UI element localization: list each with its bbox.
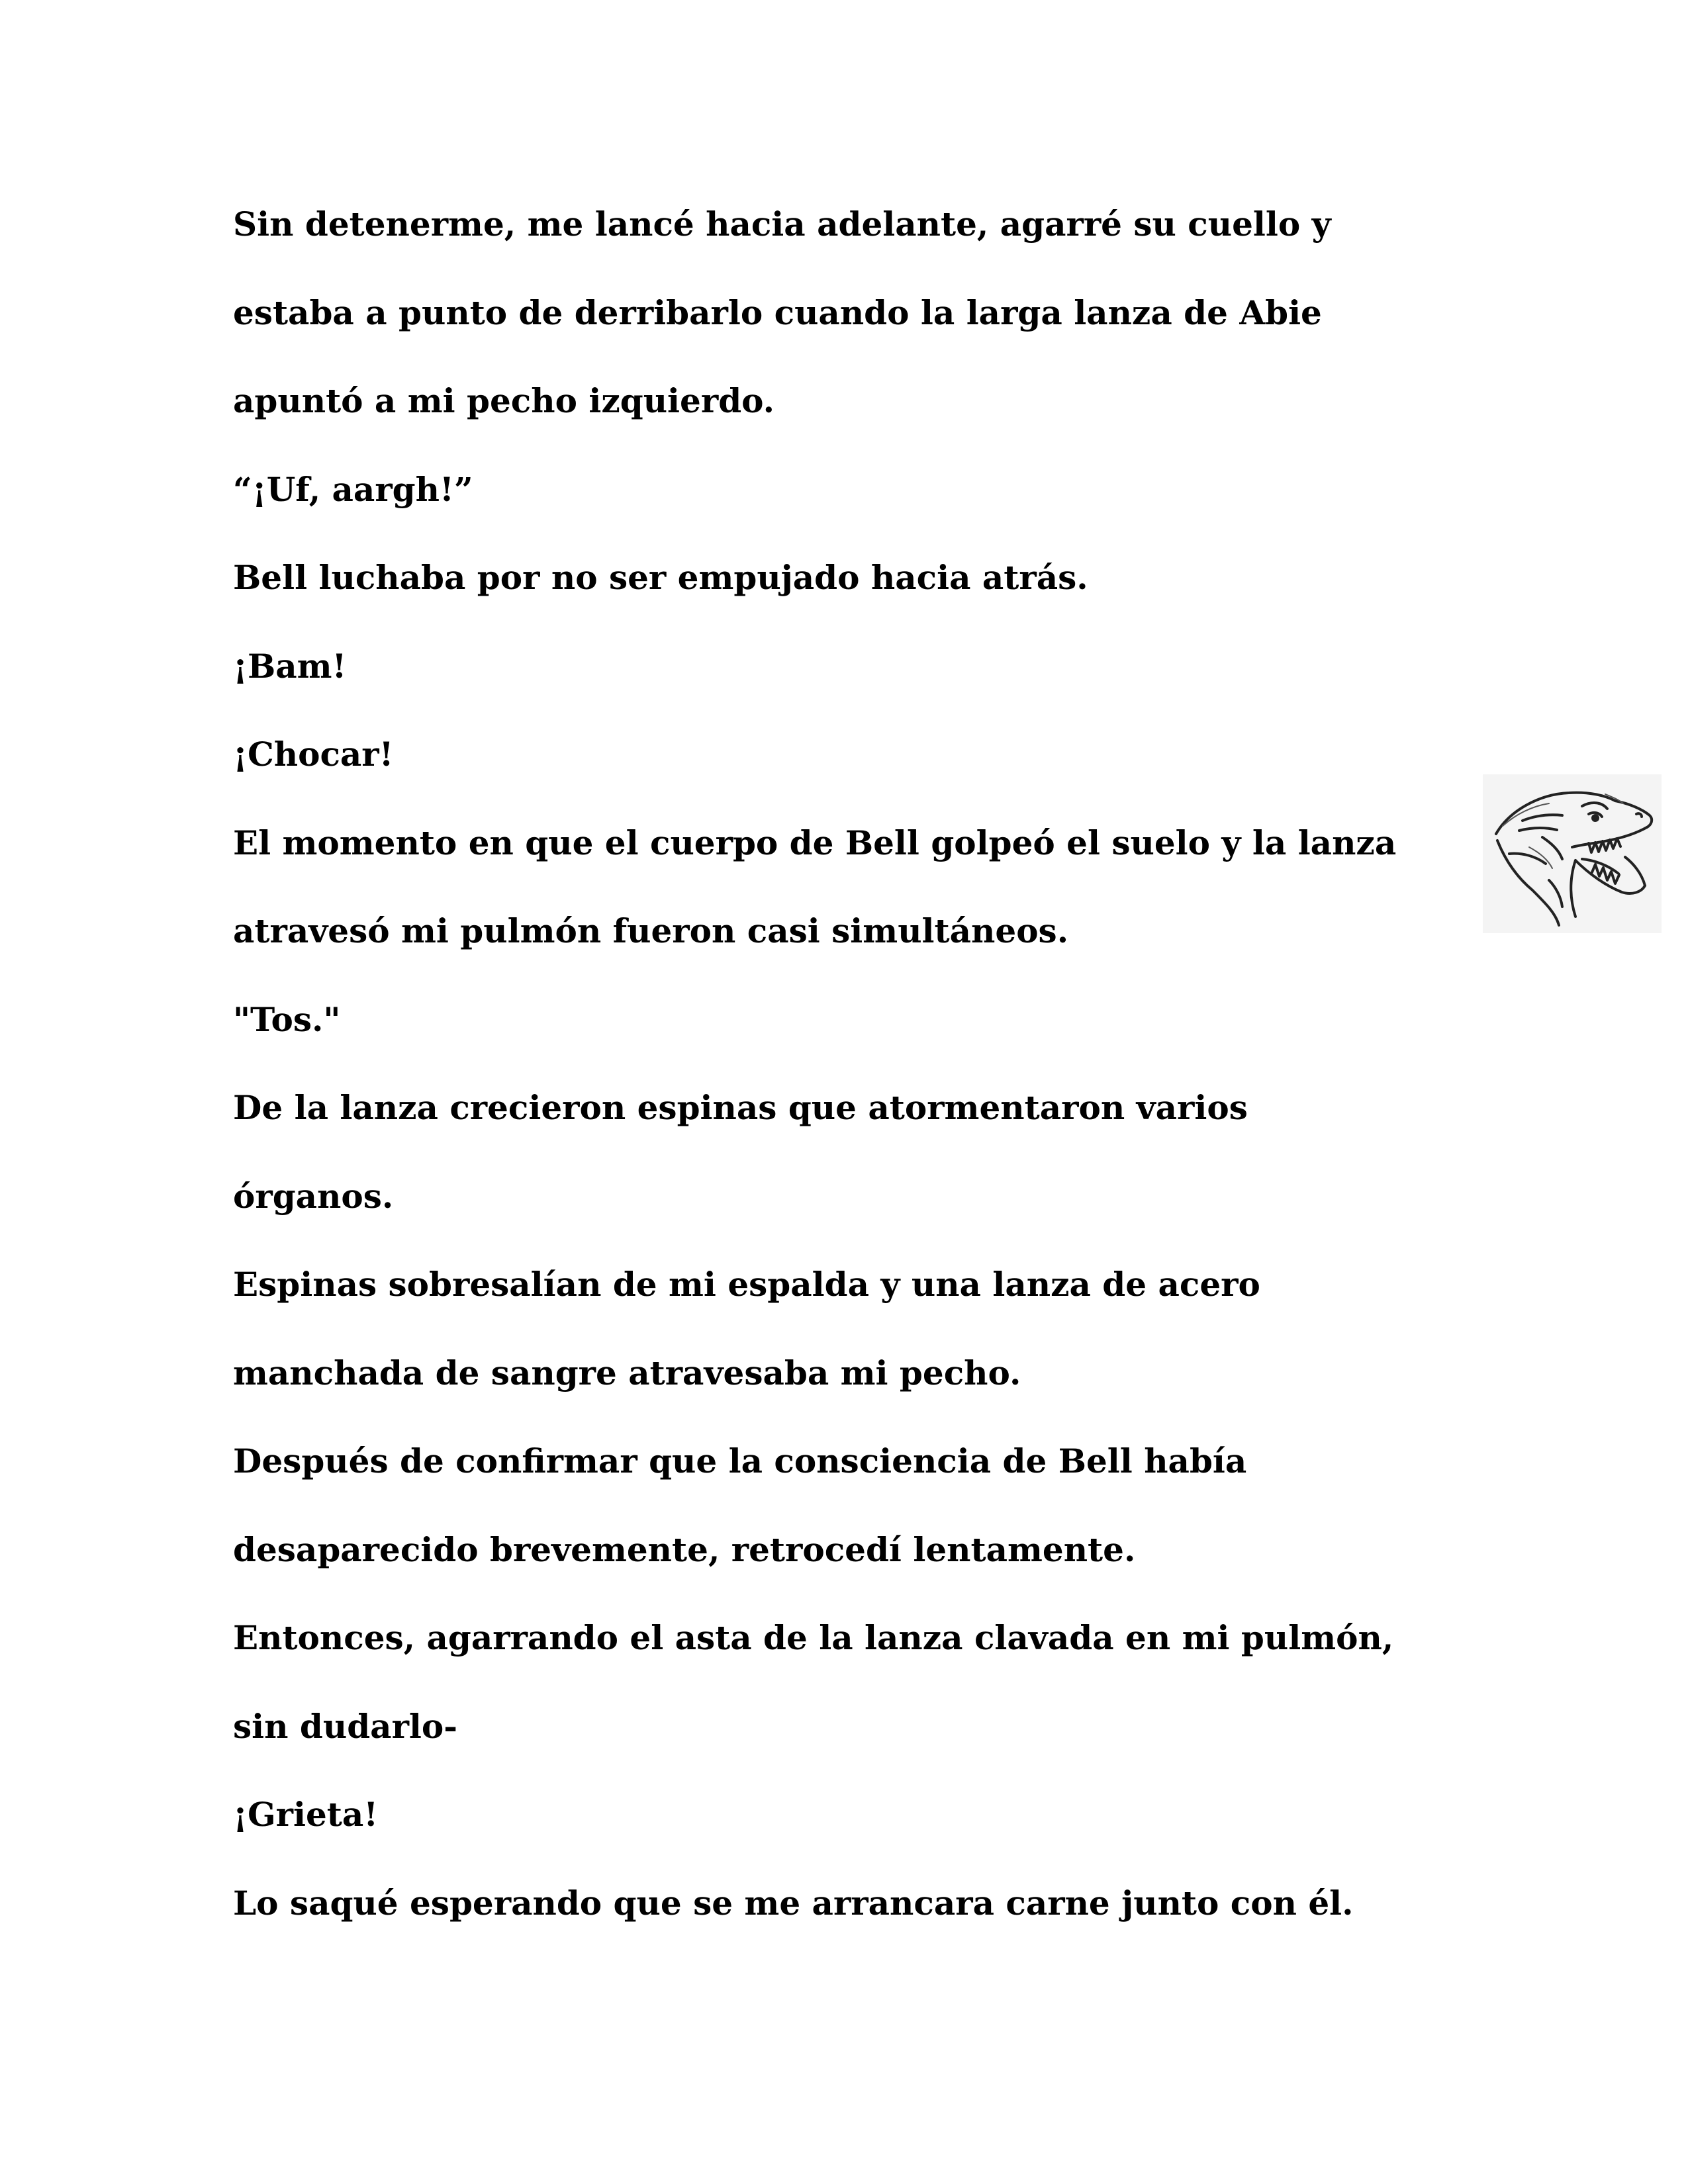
body-text <box>233 180 1544 1947</box>
dinosaur-head-sketch-icon <box>1483 774 1662 933</box>
text-line-13: Espinas sobresalían de mi espalda y una lanza de acero <box>233 1265 1260 1304</box>
text-line-10: "Tos." <box>233 999 341 1039</box>
text-line-5: Bell luchaba por no ser empujado hacia atrás. <box>233 558 1088 597</box>
text-line-18: sin dudarlo- <box>233 1706 458 1746</box>
text-line-12: órganos. <box>233 1176 394 1216</box>
text-line-11: De la lanza crecieron espinas que atormentaron varios <box>233 1088 1248 1127</box>
text-line-15: Después de confirmar que la consciencia de Bell había <box>233 1441 1247 1480</box>
text-line-16: desaparecido brevemente, retrocedí lentamente. <box>233 1529 1136 1569</box>
text-line-19: ¡Grieta! <box>233 1795 379 1834</box>
text-line-8: El momento en que el cuerpo de Bell golpeó el suelo y la lanza <box>233 823 1397 862</box>
text-line-14: manchada de sangre atravesaba mi pecho. <box>233 1353 1021 1392</box>
text-line-7: ¡Chocar! <box>233 735 394 774</box>
text-line-3: apuntó a mi pecho izquierdo. <box>233 381 775 420</box>
text-line-1: Sin detenerme, me lancé hacia adelante, agarré su cuello y <box>233 205 1331 244</box>
text-line-9: atravesó mi pulmón fueron casi simultáneos. <box>233 911 1069 950</box>
text-line-6: ¡Bam! <box>233 646 347 686</box>
text-line-20: Lo saqué esperando que se me arrancara carne junto con él. <box>233 1883 1354 1923</box>
text-line-4: “¡Uf, aargh!” <box>233 469 473 509</box>
text-line-17: Entonces, agarrando el asta de la lanza clavada en mi pulmón, <box>233 1618 1394 1657</box>
text-line-2: estaba a punto de derribarlo cuando la larga lanza de Abie <box>233 293 1322 332</box>
